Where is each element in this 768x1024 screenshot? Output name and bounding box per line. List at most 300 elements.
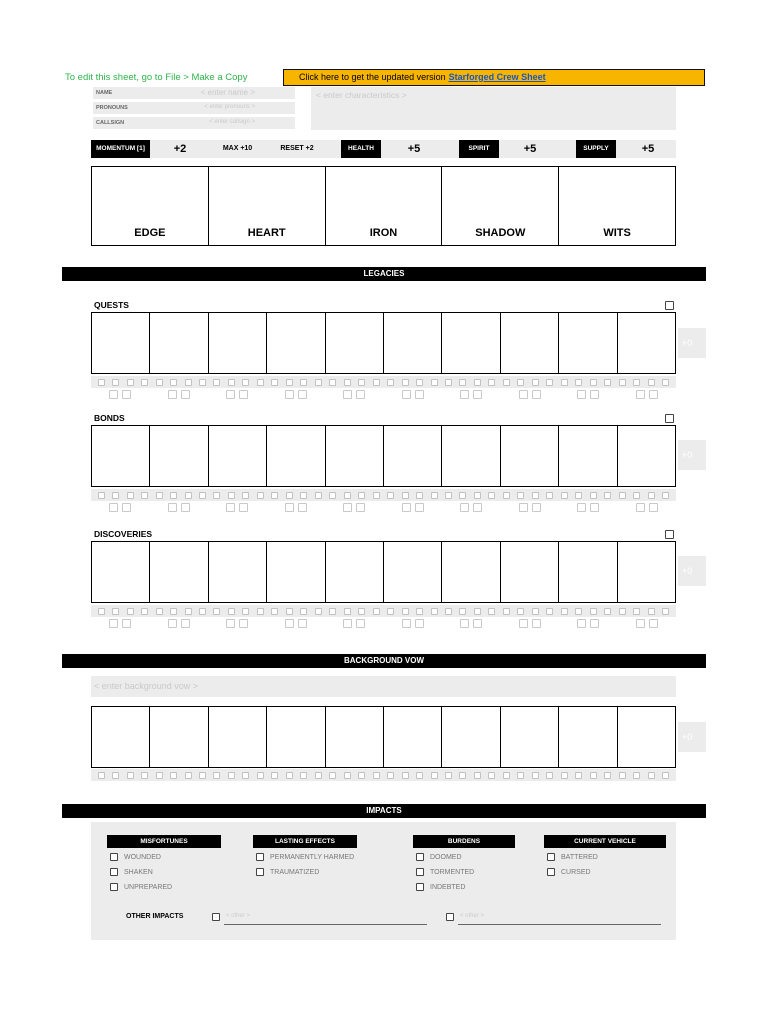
tick-box[interactable] <box>445 379 452 386</box>
bonds-progress-track[interactable] <box>91 425 676 487</box>
tick-box[interactable] <box>239 390 248 399</box>
tick-box[interactable] <box>156 772 163 779</box>
tick-box[interactable] <box>226 503 235 512</box>
tick-box[interactable] <box>619 492 626 499</box>
tick-box[interactable] <box>532 503 541 512</box>
tick-box[interactable] <box>519 503 528 512</box>
tick-box[interactable] <box>575 772 582 779</box>
tick-box[interactable] <box>604 608 611 615</box>
tick-box[interactable] <box>181 390 190 399</box>
tick-box[interactable] <box>228 492 235 499</box>
tick-box[interactable] <box>300 772 307 779</box>
tick-box[interactable] <box>373 608 380 615</box>
tick-box[interactable] <box>561 379 568 386</box>
progress-box[interactable] <box>384 313 442 373</box>
tick-box[interactable] <box>387 772 394 779</box>
tick-box[interactable] <box>127 492 134 499</box>
tick-box[interactable] <box>459 772 466 779</box>
tick-box[interactable] <box>503 379 510 386</box>
other-impact-checkbox-1[interactable] <box>212 913 220 921</box>
tick-box[interactable] <box>257 379 264 386</box>
tick-box[interactable] <box>213 379 220 386</box>
vow-progress-track[interactable] <box>91 706 676 768</box>
tick-box[interactable] <box>141 772 148 779</box>
tick-box[interactable] <box>343 390 352 399</box>
tick-box[interactable] <box>271 379 278 386</box>
tick-box[interactable] <box>199 772 206 779</box>
vow-ticks[interactable] <box>91 769 676 781</box>
tick-box[interactable] <box>228 379 235 386</box>
progress-box[interactable] <box>501 313 559 373</box>
tick-box[interactable] <box>300 492 307 499</box>
tick-box[interactable] <box>285 619 294 628</box>
tick-box[interactable] <box>170 772 177 779</box>
checkbox-icon[interactable] <box>547 853 555 861</box>
tick-box[interactable] <box>343 503 352 512</box>
checkbox-icon[interactable] <box>416 883 424 891</box>
tick-box[interactable] <box>257 492 264 499</box>
tick-box[interactable] <box>517 379 524 386</box>
tick-box[interactable] <box>127 379 134 386</box>
progress-box[interactable] <box>501 707 559 767</box>
tick-box[interactable] <box>168 619 177 628</box>
tick-box[interactable] <box>648 379 655 386</box>
tick-box[interactable] <box>185 492 192 499</box>
progress-box[interactable] <box>442 542 500 602</box>
progress-box[interactable] <box>267 542 325 602</box>
tick-box[interactable] <box>242 772 249 779</box>
tick-box[interactable] <box>503 772 510 779</box>
tick-box[interactable] <box>636 390 645 399</box>
discoveries-ticks[interactable] <box>91 605 676 617</box>
tick-box[interactable] <box>98 492 105 499</box>
tick-box[interactable] <box>459 379 466 386</box>
discoveries-complete-checkbox[interactable] <box>665 530 674 539</box>
tick-box[interactable] <box>577 503 586 512</box>
progress-box[interactable] <box>150 707 208 767</box>
progress-box[interactable] <box>92 707 150 767</box>
tick-box[interactable] <box>156 379 163 386</box>
crew-sheet-link[interactable]: Starforged Crew Sheet <box>448 72 546 82</box>
tick-box[interactable] <box>532 492 539 499</box>
characteristics-field[interactable]: < enter characteristics > <box>311 87 676 130</box>
impact-wounded[interactable] <box>110 853 161 861</box>
tick-box[interactable] <box>488 608 495 615</box>
tick-box[interactable] <box>344 608 351 615</box>
checkbox-icon[interactable] <box>416 853 424 861</box>
tick-box[interactable] <box>619 772 626 779</box>
progress-box[interactable] <box>559 707 617 767</box>
tick-box[interactable] <box>402 608 409 615</box>
tick-box[interactable] <box>473 619 482 628</box>
tick-box[interactable] <box>329 492 336 499</box>
progress-box[interactable] <box>267 426 325 486</box>
tick-box[interactable] <box>109 619 118 628</box>
progress-box[interactable] <box>442 707 500 767</box>
tick-box[interactable] <box>519 390 528 399</box>
progress-box[interactable] <box>618 426 675 486</box>
tick-box[interactable] <box>460 619 469 628</box>
impact-permanently-harmed[interactable] <box>256 853 354 861</box>
tick-box[interactable] <box>373 379 380 386</box>
tick-box[interactable] <box>298 390 307 399</box>
impact-shaken[interactable] <box>110 868 153 876</box>
tick-box[interactable] <box>315 379 322 386</box>
tick-box[interactable] <box>460 390 469 399</box>
tick-box[interactable] <box>416 379 423 386</box>
tick-box[interactable] <box>488 492 495 499</box>
tick-box[interactable] <box>590 379 597 386</box>
impact-unprepared[interactable] <box>110 883 172 891</box>
tick-box[interactable] <box>356 503 365 512</box>
tick-box[interactable] <box>649 619 658 628</box>
tick-box[interactable] <box>286 379 293 386</box>
tick-box[interactable] <box>112 608 119 615</box>
tick-box[interactable] <box>532 772 539 779</box>
callsign-field[interactable] <box>93 117 295 129</box>
progress-box[interactable] <box>559 426 617 486</box>
progress-box[interactable] <box>384 707 442 767</box>
tick-box[interactable] <box>242 608 249 615</box>
tick-box[interactable] <box>122 619 131 628</box>
tick-box[interactable] <box>575 608 582 615</box>
tick-box[interactable] <box>315 772 322 779</box>
tick-box[interactable] <box>170 608 177 615</box>
health-value[interactable]: +5 <box>407 143 421 155</box>
tick-box[interactable] <box>460 503 469 512</box>
tick-box[interactable] <box>662 608 669 615</box>
progress-box[interactable] <box>150 313 208 373</box>
tick-box[interactable] <box>271 492 278 499</box>
progress-box[interactable] <box>267 707 325 767</box>
tick-box[interactable] <box>213 608 220 615</box>
progress-box[interactable] <box>384 542 442 602</box>
tick-box[interactable] <box>329 379 336 386</box>
impact-tormented[interactable] <box>416 868 474 876</box>
tick-box[interactable] <box>633 492 640 499</box>
tick-box[interactable] <box>445 608 452 615</box>
name-field[interactable] <box>93 87 295 99</box>
tick-box[interactable] <box>242 492 249 499</box>
tick-box[interactable] <box>387 492 394 499</box>
tick-box[interactable] <box>577 390 586 399</box>
tick-box[interactable] <box>329 608 336 615</box>
tick-box[interactable] <box>387 379 394 386</box>
tick-box[interactable] <box>517 492 524 499</box>
progress-box[interactable] <box>92 426 150 486</box>
progress-box[interactable] <box>442 313 500 373</box>
quests-ticks-extra[interactable] <box>91 389 676 400</box>
tick-box[interactable] <box>329 772 336 779</box>
tick-box[interactable] <box>185 608 192 615</box>
progress-box[interactable] <box>209 707 267 767</box>
tick-box[interactable] <box>298 503 307 512</box>
pronouns-field[interactable] <box>93 102 295 114</box>
tick-box[interactable] <box>474 492 481 499</box>
tick-box[interactable] <box>300 379 307 386</box>
quests-progress-track[interactable] <box>91 312 676 374</box>
progress-box[interactable] <box>209 313 267 373</box>
tick-box[interactable] <box>213 492 220 499</box>
tick-box[interactable] <box>127 772 134 779</box>
tick-box[interactable] <box>181 503 190 512</box>
progress-box[interactable] <box>209 542 267 602</box>
checkbox-icon[interactable] <box>110 883 118 891</box>
tick-box[interactable] <box>431 379 438 386</box>
tick-box[interactable] <box>286 608 293 615</box>
tick-box[interactable] <box>98 379 105 386</box>
impact-battered[interactable] <box>547 853 598 861</box>
progress-box[interactable] <box>150 542 208 602</box>
tick-box[interactable] <box>271 608 278 615</box>
tick-box[interactable] <box>402 772 409 779</box>
tick-box[interactable] <box>228 608 235 615</box>
tick-box[interactable] <box>168 390 177 399</box>
impact-cursed[interactable] <box>547 868 591 876</box>
quests-complete-checkbox[interactable] <box>665 301 674 310</box>
tick-box[interactable] <box>532 608 539 615</box>
supply-value[interactable]: +5 <box>641 143 655 155</box>
tick-box[interactable] <box>344 492 351 499</box>
tick-box[interactable] <box>239 503 248 512</box>
tick-box[interactable] <box>415 390 424 399</box>
tick-box[interactable] <box>239 619 248 628</box>
tick-box[interactable] <box>546 379 553 386</box>
tick-box[interactable] <box>257 608 264 615</box>
tick-box[interactable] <box>532 619 541 628</box>
impact-doomed[interactable] <box>416 853 462 861</box>
tick-box[interactable] <box>445 772 452 779</box>
tick-box[interactable] <box>170 492 177 499</box>
tick-box[interactable] <box>648 772 655 779</box>
tick-box[interactable] <box>636 619 645 628</box>
checkbox-icon[interactable] <box>110 868 118 876</box>
tick-box[interactable] <box>98 608 105 615</box>
tick-box[interactable] <box>343 619 352 628</box>
tick-box[interactable] <box>141 492 148 499</box>
tick-box[interactable] <box>315 492 322 499</box>
tick-box[interactable] <box>473 503 482 512</box>
tick-box[interactable] <box>633 608 640 615</box>
tick-box[interactable] <box>402 390 411 399</box>
impact-indebted[interactable] <box>416 883 465 891</box>
progress-box[interactable] <box>501 426 559 486</box>
tick-box[interactable] <box>459 492 466 499</box>
tick-box[interactable] <box>633 772 640 779</box>
tick-box[interactable] <box>156 492 163 499</box>
tick-box[interactable] <box>415 503 424 512</box>
background-vow-input[interactable]: < enter background vow > <box>91 676 676 697</box>
tick-box[interactable] <box>286 492 293 499</box>
progress-box[interactable] <box>92 542 150 602</box>
tick-box[interactable] <box>141 608 148 615</box>
tick-box[interactable] <box>416 608 423 615</box>
checkbox-icon[interactable] <box>256 853 264 861</box>
tick-box[interactable] <box>358 492 365 499</box>
tick-box[interactable] <box>604 379 611 386</box>
tick-box[interactable] <box>459 608 466 615</box>
progress-box[interactable] <box>442 426 500 486</box>
progress-box[interactable] <box>559 542 617 602</box>
bonds-complete-checkbox[interactable] <box>665 414 674 423</box>
tick-box[interactable] <box>604 492 611 499</box>
progress-box[interactable] <box>501 542 559 602</box>
tick-box[interactable] <box>575 379 582 386</box>
stat-shadow[interactable] <box>442 167 559 245</box>
tick-box[interactable] <box>271 772 278 779</box>
tick-box[interactable] <box>226 390 235 399</box>
progress-box[interactable] <box>618 542 675 602</box>
tick-box[interactable] <box>431 492 438 499</box>
tick-box[interactable] <box>546 772 553 779</box>
tick-box[interactable] <box>648 492 655 499</box>
tick-box[interactable] <box>373 772 380 779</box>
tick-box[interactable] <box>127 608 134 615</box>
tick-box[interactable] <box>402 379 409 386</box>
tick-box[interactable] <box>285 390 294 399</box>
tick-box[interactable] <box>185 772 192 779</box>
tick-box[interactable] <box>474 608 481 615</box>
tick-box[interactable] <box>285 503 294 512</box>
tick-box[interactable] <box>358 379 365 386</box>
tick-box[interactable] <box>387 608 394 615</box>
tick-box[interactable] <box>402 503 411 512</box>
spirit-value[interactable]: +5 <box>523 143 537 155</box>
tick-box[interactable] <box>181 619 190 628</box>
tick-box[interactable] <box>532 379 539 386</box>
tick-box[interactable] <box>636 503 645 512</box>
tick-box[interactable] <box>109 390 118 399</box>
tick-box[interactable] <box>199 492 206 499</box>
tick-box[interactable] <box>228 772 235 779</box>
bonds-ticks[interactable] <box>91 489 676 501</box>
tick-box[interactable] <box>633 379 640 386</box>
progress-box[interactable] <box>326 426 384 486</box>
tick-box[interactable] <box>199 608 206 615</box>
progress-box[interactable] <box>92 313 150 373</box>
tick-box[interactable] <box>112 772 119 779</box>
tick-box[interactable] <box>648 608 655 615</box>
tick-box[interactable] <box>561 772 568 779</box>
progress-box[interactable] <box>559 313 617 373</box>
tick-box[interactable] <box>298 619 307 628</box>
tick-box[interactable] <box>416 772 423 779</box>
discoveries-progress-track[interactable] <box>91 541 676 603</box>
tick-box[interactable] <box>503 492 510 499</box>
stat-edge[interactable] <box>92 167 209 245</box>
other-impact-input-2[interactable]: < other > <box>458 913 661 925</box>
stat-wits[interactable] <box>559 167 675 245</box>
tick-box[interactable] <box>242 379 249 386</box>
tick-box[interactable] <box>517 608 524 615</box>
stat-iron[interactable] <box>326 167 443 245</box>
tick-box[interactable] <box>561 492 568 499</box>
tick-box[interactable] <box>185 379 192 386</box>
progress-box[interactable] <box>326 542 384 602</box>
checkbox-icon[interactable] <box>547 868 555 876</box>
momentum-value[interactable]: +2 <box>173 143 187 155</box>
tick-box[interactable] <box>662 772 669 779</box>
tick-box[interactable] <box>170 379 177 386</box>
tick-box[interactable] <box>590 619 599 628</box>
progress-box[interactable] <box>150 426 208 486</box>
tick-box[interactable] <box>590 608 597 615</box>
checkbox-icon[interactable] <box>256 868 264 876</box>
tick-box[interactable] <box>488 379 495 386</box>
tick-box[interactable] <box>517 772 524 779</box>
tick-box[interactable] <box>649 390 658 399</box>
tick-box[interactable] <box>122 390 131 399</box>
tick-box[interactable] <box>546 492 553 499</box>
checkbox-icon[interactable] <box>416 868 424 876</box>
tick-box[interactable] <box>431 772 438 779</box>
other-impact-checkbox-2[interactable] <box>446 913 454 921</box>
tick-box[interactable] <box>519 619 528 628</box>
tick-box[interactable] <box>590 390 599 399</box>
progress-box[interactable] <box>326 313 384 373</box>
tick-box[interactable] <box>344 772 351 779</box>
tick-box[interactable] <box>473 390 482 399</box>
tick-box[interactable] <box>532 390 541 399</box>
tick-box[interactable] <box>488 772 495 779</box>
tick-box[interactable] <box>315 608 322 615</box>
tick-box[interactable] <box>474 379 481 386</box>
tick-box[interactable] <box>109 503 118 512</box>
tick-box[interactable] <box>474 772 481 779</box>
tick-box[interactable] <box>122 503 131 512</box>
tick-box[interactable] <box>402 492 409 499</box>
impact-traumatized[interactable] <box>256 868 319 876</box>
tick-box[interactable] <box>358 608 365 615</box>
tick-box[interactable] <box>199 379 206 386</box>
stat-heart[interactable] <box>209 167 326 245</box>
tick-box[interactable] <box>112 379 119 386</box>
progress-box[interactable] <box>384 426 442 486</box>
tick-box[interactable] <box>373 492 380 499</box>
tick-box[interactable] <box>213 772 220 779</box>
tick-box[interactable] <box>156 608 163 615</box>
tick-box[interactable] <box>590 503 599 512</box>
tick-box[interactable] <box>619 608 626 615</box>
progress-box[interactable] <box>267 313 325 373</box>
checkbox-icon[interactable] <box>110 853 118 861</box>
tick-box[interactable] <box>575 492 582 499</box>
tick-box[interactable] <box>402 619 411 628</box>
tick-box[interactable] <box>561 608 568 615</box>
tick-box[interactable] <box>168 503 177 512</box>
progress-box[interactable] <box>618 707 675 767</box>
tick-box[interactable] <box>590 492 597 499</box>
tick-box[interactable] <box>141 379 148 386</box>
tick-box[interactable] <box>300 608 307 615</box>
tick-box[interactable] <box>445 492 452 499</box>
tick-box[interactable] <box>662 379 669 386</box>
update-banner[interactable] <box>283 69 705 86</box>
bonds-ticks-extra[interactable] <box>91 502 676 513</box>
tick-box[interactable] <box>415 619 424 628</box>
tick-box[interactable] <box>286 772 293 779</box>
tick-box[interactable] <box>257 772 264 779</box>
progress-box[interactable] <box>209 426 267 486</box>
progress-box[interactable] <box>326 707 384 767</box>
tick-box[interactable] <box>356 619 365 628</box>
discoveries-ticks-extra[interactable] <box>91 618 676 629</box>
quests-ticks[interactable] <box>91 376 676 388</box>
tick-box[interactable] <box>619 379 626 386</box>
tick-box[interactable] <box>503 608 510 615</box>
progress-box[interactable] <box>618 313 675 373</box>
tick-box[interactable] <box>226 619 235 628</box>
